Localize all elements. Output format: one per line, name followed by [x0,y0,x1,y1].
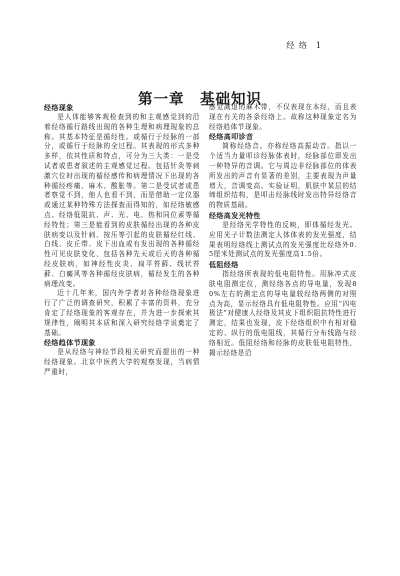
section-heading: 经络高叩诊音 [209,133,254,142]
paragraph: 是人体能够客观检查到的和主观感觉到的沿着经络循行路线出现的各种生理和病理现象的总称。其基本特征是循经性。或循行于经脉的一部分，或循行于经脉的全过程。其表现的形式多种多样，依其性质和特点，可分为三大类：一是受试者或患者叙述的主观感觉过程。包括针灸等刺激穴位时出现的循经感传和病理情况下出现的各种循经疼痛、麻木、酸胀等。第二是受试者或患者察觉不到，他人也看不到，而是借助一定仪器或通过某种特殊方法探查而得知的，如经络敏感点、经络低阻抗、声、光、电、热和同位素等循经特性；第三是能看到的皮肤循经出现的各种皮肤病变以及针刺、按压等引起的皮肤循经红线、白线、皮丘带、皮下出血或有发出现的各种循经性可见皮肤变化，包括各种先天或后天的各种循经皮肤病，如神经性皮炎、扁平苔藓、线状苔藓、白癜风等各种循经皮肤病，循经发生的各种病理改变。 [44,113,200,288]
page-number: 1 [315,41,322,50]
paragraph: 近十几年来，国内外学者对各种经络现象进行了广泛的调查研究，积累了丰富的资料，充分肯定了经络现象的客观存在，并为进一步探索其规律性，阐明其本质和深入研究经络学说奠定了基础。 [44,289,200,337]
right-column [209,103,357,358]
section-heading: 经络高发光特性 [209,211,261,220]
paragraph: 简称经络音。亦称经络高振动音。指以一个适当力量叩诊经脉体表时，经脉部位即发出一种特异的音调。它与周边非经脉部位的体表所发出的声音有显著的差别，主要表现为声量增大，音调变高。实验证明，肌肤中某层的结缔组织结构，是叩击经脉线时发出特异经络音的物质基础。 [209,142,357,210]
chapter-title: 第一章 基础知识 [138,92,262,108]
paragraph: 是从经络与神经节段相关研究而提出的一种经络现象。北京中医药大学的观察发现，当病情严重时， [44,348,200,376]
left-column [44,103,200,378]
section-heading: 低阻经络 [209,261,239,270]
paragraph: 指经络所表现的低电阻特性。用脉冲式皮肤电阻测定仪，测经络各点的导电量，发现80%左右的测定点的导电量较经络两侧的对照点为高，显示经络具有低电阻特性。应用“四电极法”对健康人经络及其皮下组织阻抗特性进行测定，结果也发现，皮下经络组织中有相对稳定的、纵行的低电阻线，其循行分布线路与经络相近。低阻经络和经脉的皮肤低电阻特性，揭示经络是沿 [209,270,357,357]
running-head [286,40,322,51]
paragraph: 是经络光学特性的反映，即体循经发光。应用光子计数法测定人体体表的发光强度，结果表明经络线上测试点的发光强度比经络外0.5厘米处测试点的发光强度高1.5倍。 [209,220,357,259]
section-heading: 经络现象 [44,104,74,112]
section-heading: 经络趋体节现象 [44,339,96,348]
running-head-title: 经 络 [286,41,308,50]
paragraph: 感觉减退的麻木带，不仅表现在本经，而且表现在有关的各条经络上。故称这种现象定名为经络趋体节现象。 [209,103,357,131]
